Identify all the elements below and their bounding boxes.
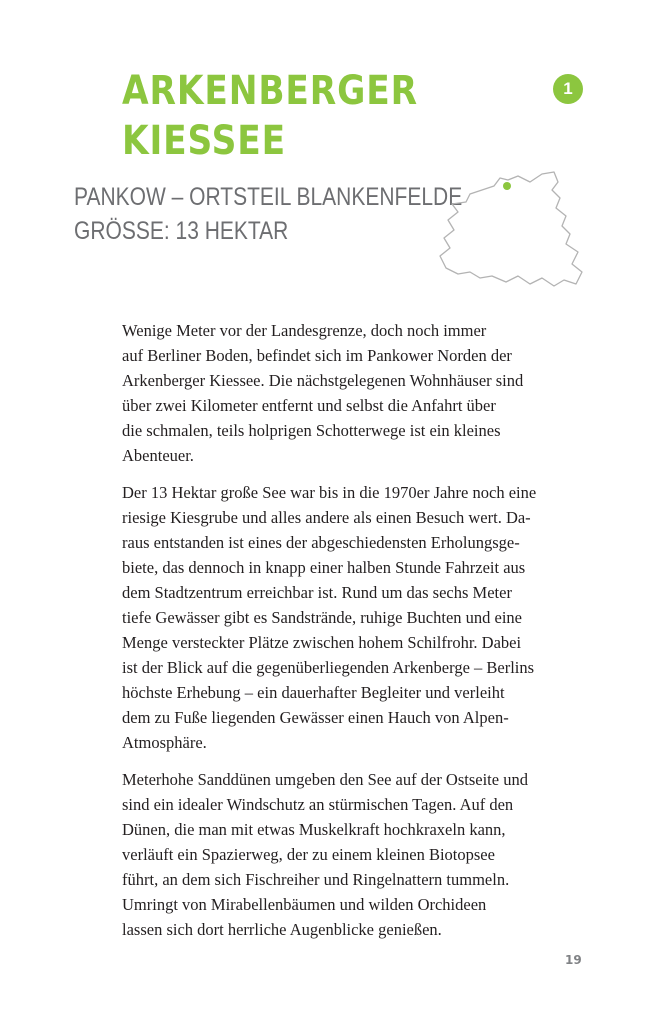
text-line: dem Stadtzentrum erreichbar ist. Rund um das sechs Meter bbox=[122, 583, 512, 602]
paragraph bbox=[122, 767, 572, 942]
text-line: lassen sich dort herrliche Augenblicke genießen. bbox=[122, 920, 442, 939]
text-line: führt, an dem sich Fischreiher und Ringelnattern tummeln. bbox=[122, 870, 510, 889]
text-line: Dünen, die man mit etwas Muskelkraft hochkraxeln kann, bbox=[122, 820, 506, 839]
text-line: Abenteuer. bbox=[122, 446, 194, 465]
text-line: ist der Blick auf die gegenüberliegenden Arkenberge – Berlins bbox=[122, 658, 535, 677]
text-line: Arkenberger Kiessee. Die nächstgelegenen Wohnhäuser sind bbox=[122, 371, 524, 390]
text-line: höchste Erhebung – ein dauerhafter Begleiter und verleiht bbox=[122, 683, 505, 702]
text-line: auf Berliner Boden, befindet sich im Pankower Norden der bbox=[122, 346, 512, 365]
page-number: 19 bbox=[565, 953, 582, 967]
text-line: dem zu Fuße liegenden Gewässer einen Hauch von Alpen- bbox=[122, 708, 509, 727]
text-line: verläuft ein Spazierweg, der zu einem kleinen Biotopsee bbox=[122, 845, 495, 864]
text-line: raus entstanden ist eines der abgeschiedensten Erholungsge- bbox=[122, 533, 520, 552]
location-marker bbox=[503, 182, 511, 190]
text-line: über zwei Kilometer entfernt und selbst die Anfahrt über bbox=[122, 396, 496, 415]
title-line: KIESSEE bbox=[122, 118, 286, 164]
text-line: Menge versteckter Plätze zwischen hohem Schilfrohr. Dabei bbox=[122, 633, 522, 652]
paragraph bbox=[122, 318, 572, 468]
title-line: ARKENBERGER bbox=[122, 68, 418, 114]
text-line: biete, das dennoch in knapp einer halben Stunde Fahrzeit aus bbox=[122, 558, 526, 577]
size-subtitle: GRÖSSE: 13 HEKTAR bbox=[74, 217, 289, 245]
berlin-outline-map-icon bbox=[436, 168, 584, 290]
paragraph bbox=[122, 480, 572, 755]
text-line: die schmalen, teils holprigen Schotterwege ist ein kleines bbox=[122, 421, 501, 440]
text-line: sind ein idealer Windschutz an stürmischen Tagen. Auf den bbox=[122, 795, 514, 814]
berlin-border-outline bbox=[440, 172, 582, 286]
entry-number-badge: 1 bbox=[553, 74, 583, 104]
location-subtitle: PANKOW – ORTSTEIL BLANKENFELDE bbox=[74, 183, 463, 211]
text-line: Wenige Meter vor der Landesgrenze, doch noch immer bbox=[122, 321, 487, 340]
text-line: Umringt von Mirabellenbäumen und wilden Orchideen bbox=[122, 895, 487, 914]
text-line: Atmosphäre. bbox=[122, 733, 207, 752]
text-line: Der 13 Hektar große See war bis in die 1970er Jahre noch eine bbox=[122, 483, 537, 502]
text-line: riesige Kiesgrube und alles andere als einen Besuch wert. Da- bbox=[122, 508, 531, 527]
article-body bbox=[122, 318, 572, 954]
text-line: tiefe Gewässer gibt es Sandstrände, ruhige Buchten und eine bbox=[122, 608, 523, 627]
page-title bbox=[122, 66, 418, 166]
text-line: Meterhohe Sanddünen umgeben den See auf der Ostseite und bbox=[122, 770, 528, 789]
